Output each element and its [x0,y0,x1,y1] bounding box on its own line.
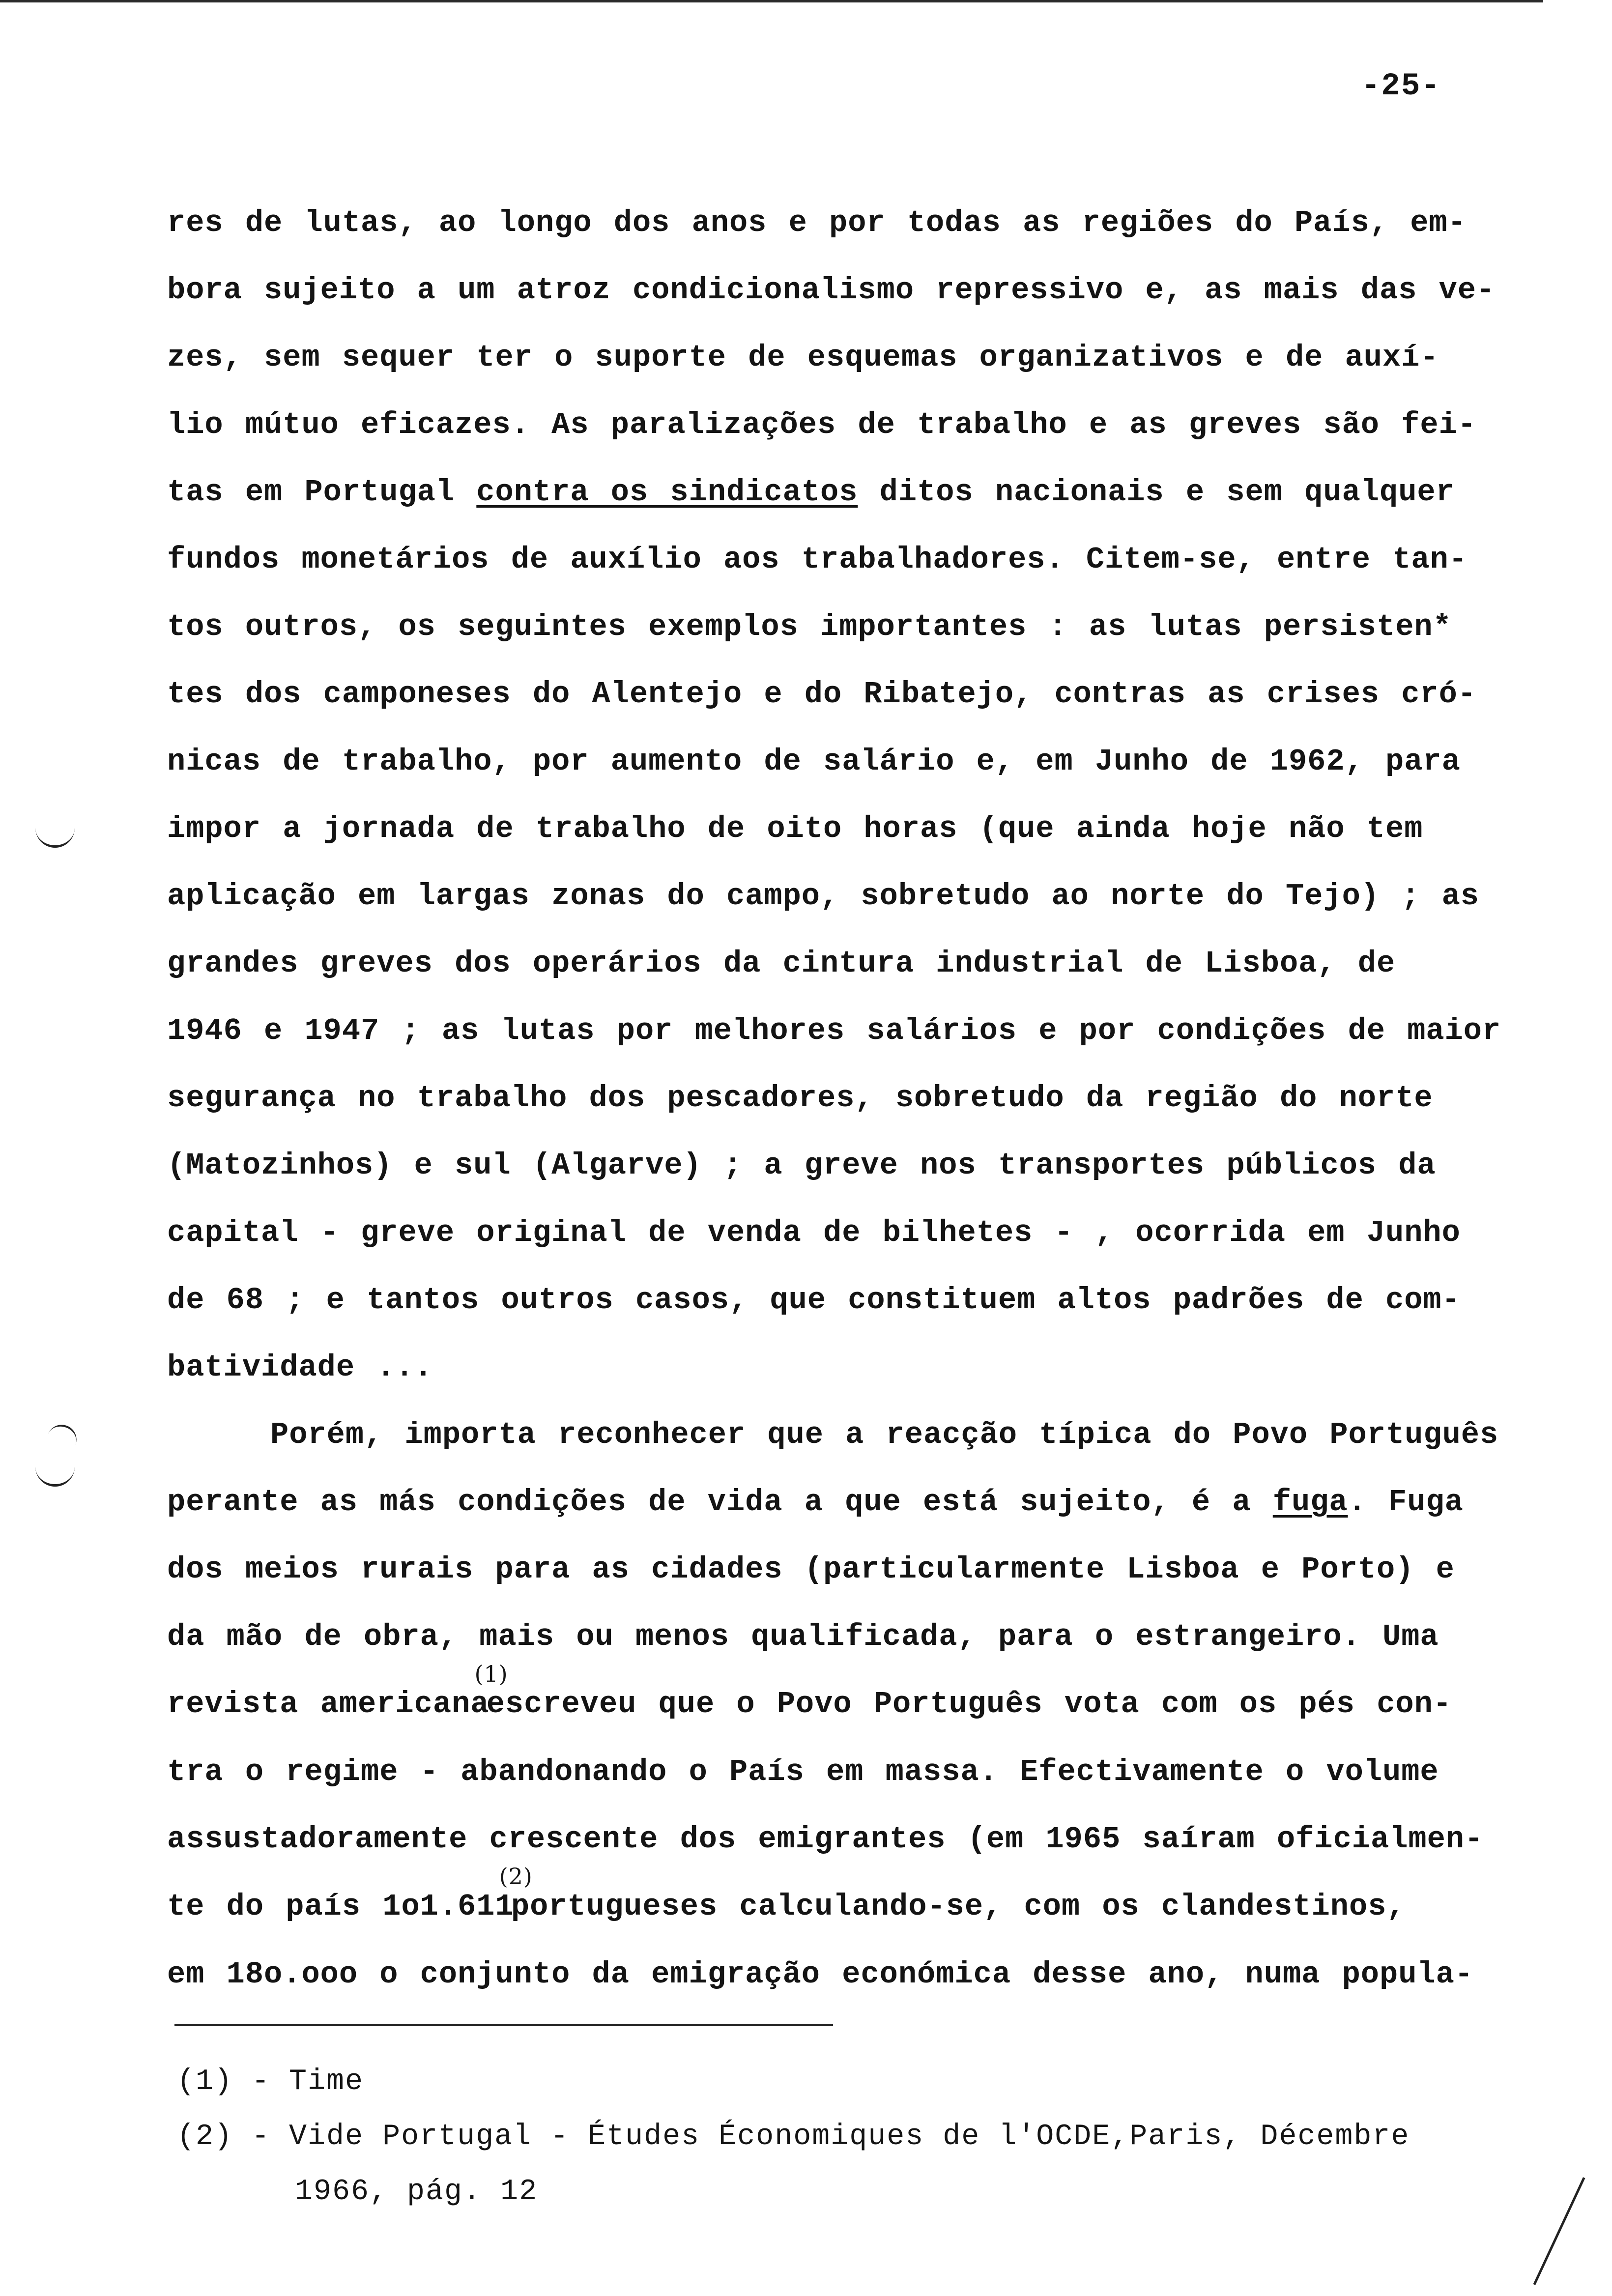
text-line: fundos monetários de auxílio aos trabalhadores. Citem-se, entre tan- [167,542,1468,577]
underlined-phrase: contra os sindicatos [476,475,858,510]
text-line: tes dos camponeses do Alentejo e do Ribatejo, contras as crises cró- [167,677,1477,712]
text-line: tos outros, os seguintes exemplos importantes : as lutas persisten* [167,609,1452,644]
text-line: aplicação em largas zonas do campo, sobretudo ao norte do Tejo) ; as [167,879,1480,914]
margin-mark [35,1455,75,1487]
body-text [167,189,1553,2008]
text-line: res de lutas, ao longo dos anos e por todas as regiões do País, em- [167,205,1467,240]
text-fragment: revista americana [167,1687,489,1722]
footnote-2-continuation: 1966, pág. 12 [295,2175,538,2209]
text-line: batividade ... [167,1350,433,1385]
text-fragment: . Fuga [1348,1485,1464,1520]
text-line [167,459,1553,526]
footnote-1: (1) - Time [177,2065,364,2098]
text-line: em 18o.ooo o conjunto da emigração económica desse ano, numa popula- [167,1957,1474,1992]
text-fragment: portugueses calculando-se, com os clandestinos, [489,1889,1406,1924]
text-fragment: ditos nacionais e sem qualquer [858,475,1455,510]
top-rule [0,0,1543,2]
text-line: 1946 e 1947 ; as lutas por melhores salários e por condições de maior [167,1013,1501,1048]
paragraph-start: Porém, importa reconhecer que a reacção típica do Povo Português [270,1417,1499,1452]
text-line: zes, sem sequer ter o suporte de esquemas organizativos e de auxí- [167,340,1439,375]
text-fragment: escreveu que o Povo Português vota com os pés con- [464,1687,1452,1722]
text-fragment: tas em Portugal [167,475,477,510]
footnote-2: (2) - Vide Portugal - Études Économiques de l'OCDE,Paris, Décembre [177,2120,1410,2153]
text-line: de 68 ; e tantos outros casos, que constituem altos padrões de com- [167,1283,1461,1318]
text-line: lio mútuo eficazes. As paralizações de trabalho e as greves são fei- [167,407,1477,442]
text-line: nicas de trabalho, por aumento de salário e, em Junho de 1962, para [167,744,1461,779]
text-line: (Matozinhos) e sul (Algarve) ; a greve nos transportes públicos da [167,1148,1436,1183]
page-number: -25- [1361,69,1441,104]
text-line: bora sujeito a um atroz condicionalismo repressivo e, as mais das ve- [167,273,1496,308]
underlined-word: fuga [1272,1485,1348,1520]
margin-mark [47,1421,81,1446]
text-line: segurança no trabalho dos pescadores, sobretudo da região do norte [167,1081,1433,1116]
text-line: impor a jornada de trabalho de oito horas (que ainda hoje não tem [167,811,1423,846]
text-line: dos meios rurais para as cidades (particularmente Lisboa e Porto) e [167,1552,1455,1587]
margin-mark [35,816,75,848]
text-line: te do país 1o1.611(2) portugueses calculando-se, com os clandestinos, [167,1863,1406,1924]
text-line: revista americana(1) escreveu que o Povo Português vota com os pés con- [167,1661,1452,1722]
footnote-separator [174,2024,833,2026]
text-fragment: perante as más condições de vida a que está sujeito, é a [167,1485,1273,1520]
text-line [167,1468,1553,1536]
text-line: capital - greve original de venda de bilhetes - , ocorrida em Junho [167,1215,1461,1250]
text-line: assustadoramente crescente dos emigrantes (em 1965 saíram oficialmen- [167,1822,1484,1857]
text-line: da mão de obra, mais ou menos qualificada, para o estrangeiro. Uma [167,1619,1439,1654]
text-line: grandes greves dos operários da cintura industrial de Lisboa, de [167,946,1396,981]
text-line: tra o regime - abandonando o País em massa. Efectivamente o volume [167,1754,1439,1789]
text-fragment: te do país 1o1.611 [167,1889,514,1924]
footnotes [177,2054,1553,2219]
